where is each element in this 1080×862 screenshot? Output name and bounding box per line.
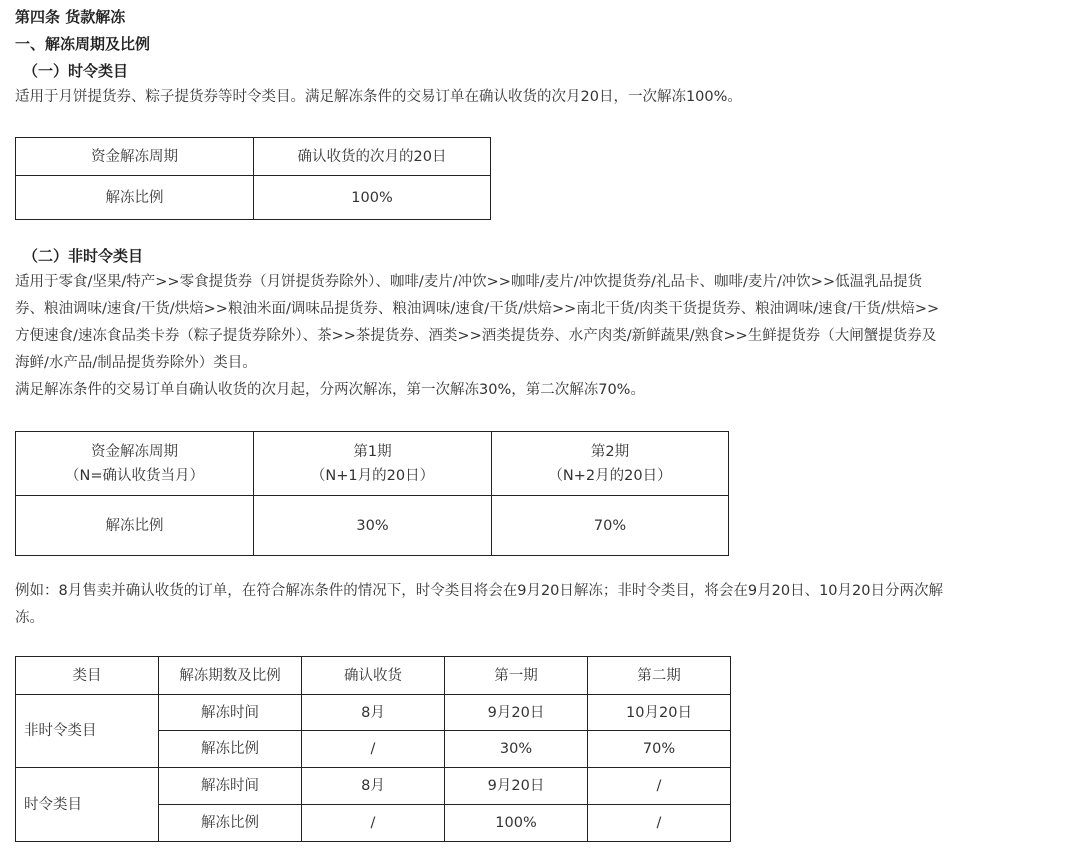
table-cell: 70% (492, 496, 729, 556)
table-row (16, 496, 729, 556)
table-cell: 9月20日 (445, 695, 588, 731)
table-cell (492, 432, 729, 496)
table-cell: 30% (445, 731, 588, 768)
cell-line: （N+2月的20日） (548, 467, 672, 484)
table-row (16, 657, 731, 695)
table-cell: 解冻比例 (16, 496, 254, 556)
table-cell: / (588, 768, 731, 805)
nonseasonal-description-line: 适用于零食/坚果/特产>>零食提货券（月饼提货券除外）、咖啡/麦片/冲饮>>咖啡/麦片/冲饮提货券/礼品卡、咖啡/麦片/冲饮>>低温乳品提货 (15, 274, 923, 290)
cell-line: 第1期 (353, 443, 392, 460)
cell-line: 资金解冻周期 (91, 443, 178, 460)
table-header-cell: 解冻期数及比例 (159, 657, 302, 695)
category-cell: 非时令类目 (16, 695, 159, 768)
table-row (16, 176, 491, 220)
table-cell: 30% (254, 496, 492, 556)
category-cell: 时令类目 (16, 768, 159, 842)
nonseasonal-description-line: 海鲜/水产品/制品提货券除外）类目。 (15, 355, 257, 371)
table-cell: 解冻比例 (16, 176, 254, 220)
nonseasonal-description-line: 方便速食/速冻食品类卡券（粽子提货券除外）、茶>>茶提货券、酒类>>酒类提货券、水产肉类/新鲜蔬果/熟食>>生鲜提货券（大闸蟹提货券及 (15, 328, 937, 344)
cell-line: 第2期 (590, 443, 630, 460)
table-cell: 解冻时间 (159, 695, 302, 731)
table-cell: / (302, 731, 445, 768)
section-title: 一、解冻周期及比例 (15, 35, 151, 53)
nonseasonal-description-2: 满足解冻条件的交易订单自确认收货的次月起，分两次解冻，第一次解冻30%，第二次解冻70%。 (15, 382, 645, 398)
table-cell: / (588, 805, 731, 842)
table-header-cell: 确认收货 (302, 657, 445, 695)
table-cell: 解冻比例 (159, 805, 302, 842)
cell-line: （N=确认收货当月） (65, 467, 204, 484)
article-title: 第四条 货款解冻 (15, 8, 126, 26)
table-cell: 8月 (302, 768, 445, 805)
example-line: 冻。 (15, 610, 44, 626)
table-cell: 解冻比例 (159, 731, 302, 768)
document (15, 4, 1065, 842)
table-cell: / (302, 805, 445, 842)
subsection-title-seasonal: （一）时令类目 (23, 62, 129, 80)
table-row (16, 695, 731, 731)
table-cell: 70% (588, 731, 731, 768)
table-header-cell: 类目 (16, 657, 159, 695)
table-cell: 资金解冻周期 (16, 138, 254, 176)
table-header-cell: 第二期 (588, 657, 731, 695)
table-row (16, 432, 729, 496)
table-cell: 解冻时间 (159, 768, 302, 805)
example-line: 例如：8月售卖并确认收货的订单，在符合解冻条件的情况下，时令类目将会在9月20日解冻；非时令类目，将会在9月20日、10月20日分两次解 (15, 583, 943, 599)
subsection-title-nonseasonal: （二）非时令类目 (23, 247, 144, 265)
table-row (16, 138, 491, 176)
table-row (16, 768, 731, 805)
seasonal-table (15, 137, 491, 220)
table-cell: 100% (445, 805, 588, 842)
cell-line: （N+1月的20日） (310, 467, 435, 484)
table-cell: 10月20日 (588, 695, 731, 731)
table-cell: 9月20日 (445, 768, 588, 805)
table-cell: 8月 (302, 695, 445, 731)
table-header-cell: 第一期 (445, 657, 588, 695)
table-cell (16, 432, 254, 496)
summary-table (15, 656, 731, 842)
seasonal-description: 适用于月饼提货券、粽子提货券等时令类目。满足解冻条件的交易订单在确认收货的次月20日，一次解冻100%。 (15, 89, 742, 105)
table-cell (254, 432, 492, 496)
nonseasonal-description-line: 券、粮油调味/速食/干货/烘焙>>粮油米面/调味品提货券、粮油调味/速食/干货/烘焙>>南北干货/肉类干货提货券、粮油调味/速食/干货/烘焙>> (15, 301, 940, 317)
table-cell: 100% (254, 176, 491, 220)
table-cell: 确认收货的次月的20日 (254, 138, 491, 176)
nonseasonal-table (15, 431, 729, 556)
